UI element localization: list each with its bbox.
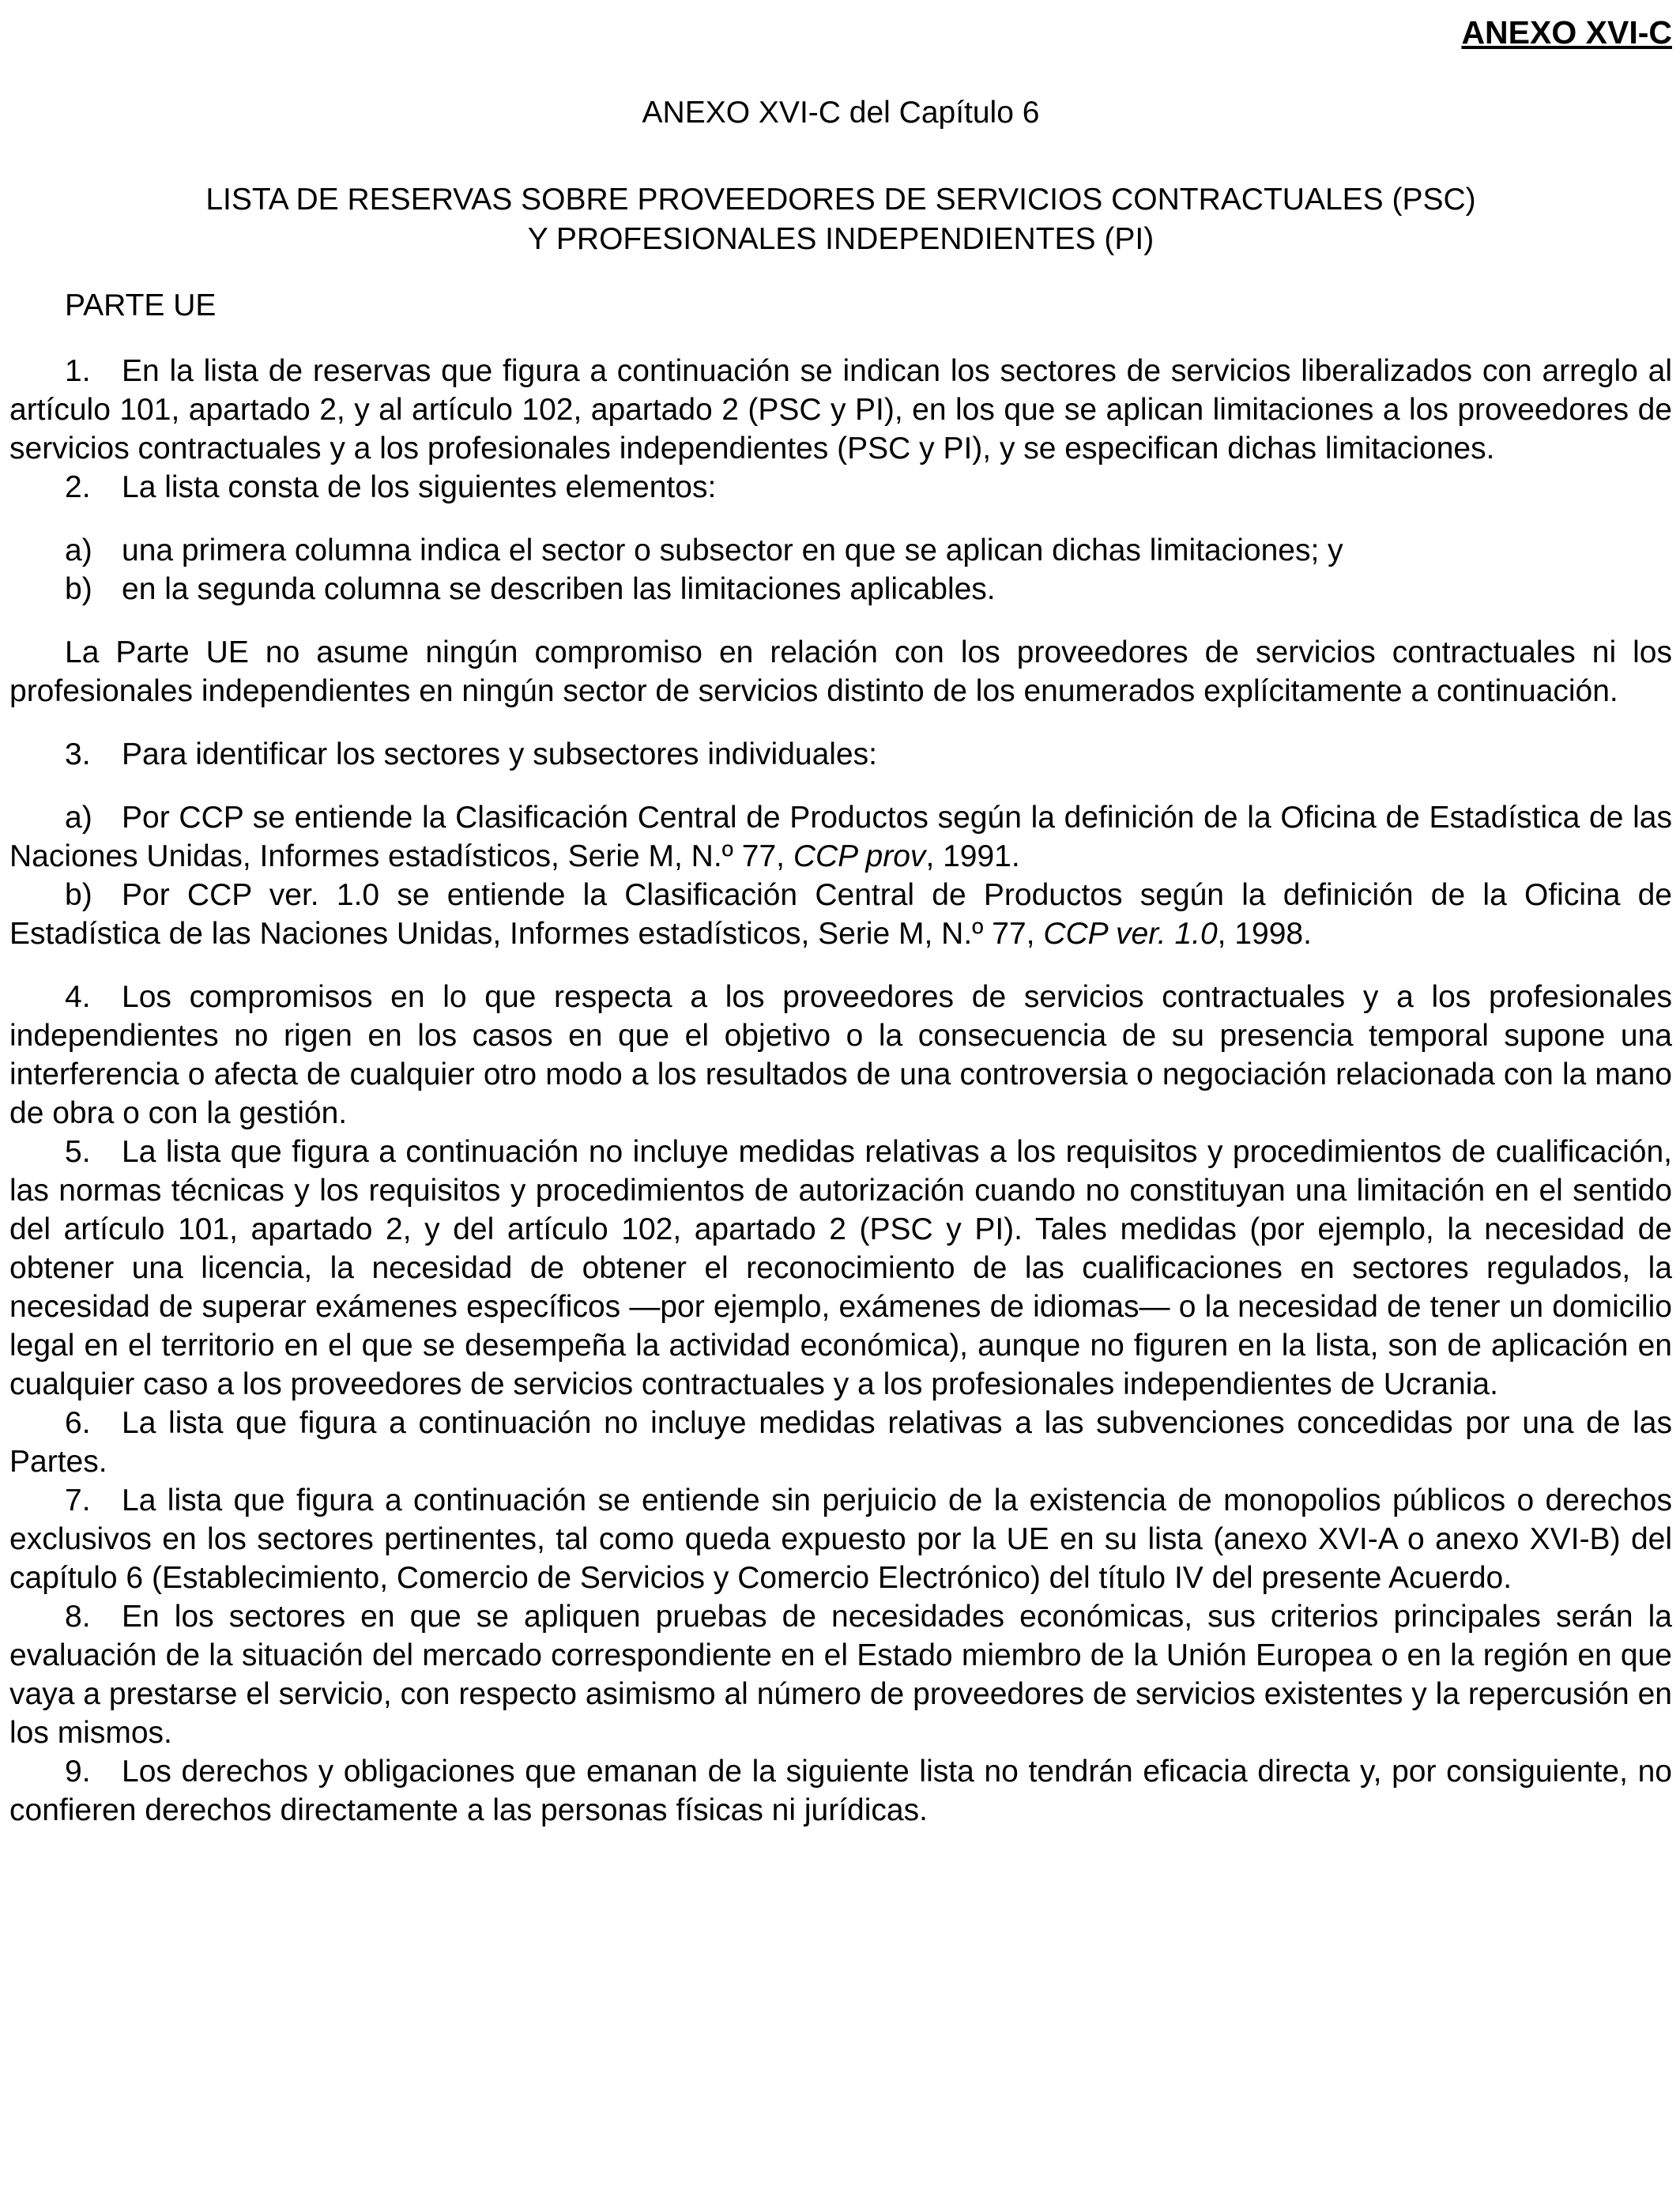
paragraph-text: En la lista de reservas que figura a continuación se indican los sectores de servicios liberalizados con arreglo al artículo 101, apartado 2, y al artículo 102, apartado 2 (PSC y PI), en los que se aplican limitaciones a los proveedores de servicios contractuales y a los profesionales independientes (PSC y PI), y se especifican dichas limitaciones. xyxy=(9,354,1672,466)
paragraph-text: La lista que figura a continuación no incluye medidas relativas a las subvenciones concedidas por una de las Partes. xyxy=(9,1406,1672,1479)
paragraph-number: 7. xyxy=(65,1483,91,1517)
part-heading: PARTE UE xyxy=(65,288,217,322)
item-text-end: , 1998. xyxy=(1217,917,1312,951)
chapter-title: ANEXO XVI-C del Capítulo 6 xyxy=(642,96,1040,130)
paragraph-5 xyxy=(9,1133,1672,1404)
paragraph-number: 9. xyxy=(65,1755,91,1789)
paragraph-1 xyxy=(9,352,1672,468)
list-item-3a xyxy=(9,798,1672,876)
list-title-line1: LISTA DE RESERVAS SOBRE PROVEEDORES DE SERVICIOS CONTRACTUALES (PSC) xyxy=(205,183,1476,217)
item-text: Por CCP ver. 1.0 se entiende la Clasificación Central de Productos según la definición de la Oficina de Estadística de las Naciones Unidas, Informes estadísticos, Serie M, N.º 77, xyxy=(9,878,1672,951)
paragraph-number: 6. xyxy=(65,1406,91,1440)
list-item-2a xyxy=(9,531,1672,570)
list-title-line2: Y PROFESIONALES INDEPENDIENTES (PI) xyxy=(527,222,1155,256)
paragraph-number: 8. xyxy=(65,1600,91,1634)
paragraph-text: Los compromisos en lo que respecta a los proveedores de servicios contractuales y a los profesionales independientes no rigen en los casos en que el objetivo o la consecuencia de su presencia temporal supone una interferencia o afecta de cualquier otro modo a los resultados de una controversia o negociación relacionada con la mano de obra o con la gestión. xyxy=(9,980,1672,1130)
paragraph-text: La lista que figura a continuación no incluye medidas relativas a los requisitos y procedimientos de cualificación, las normas técnicas y los requisitos y procedimientos de autorización cuando no constituyan una limitación en el sentido del artículo 101, apartado 2, y del artículo 102, apartado 2 (PSC y PI). Tales medidas (por ejemplo, la necesidad de obtener una licencia, la necesidad de obtener el reconocimiento de las cualificaciones en sectores regulados, la necesidad de superar exámenes específicos —por ejemplo, exámenes de idiomas— o la necesidad de tener un domicilio legal en el territorio en el que se desempeña la actividad económica), aunque no figuren en la lista, son de aplicación en cualquier caso a los proveedores de servicios contractuales y a los profesionales independientes de Ucrania. xyxy=(9,1135,1672,1401)
list-item-2b xyxy=(9,570,1672,609)
paragraph-7 xyxy=(9,1481,1672,1597)
paragraph-text: La lista consta de los siguientes elementos: xyxy=(122,470,717,504)
paragraph-text: En los sectores en que se apliquen pruebas de necesidades económicas, sus criterios principales serán la evaluación de la situación del mercado correspondiente en el Estado miembro de la Unión Europea o en la región en que vaya a prestarse el servicio, con respecto asimismo al número de proveedores de servicios existentes y la repercusión en los mismos. xyxy=(9,1600,1672,1750)
paragraph-8 xyxy=(9,1597,1672,1752)
annex-tag: ANEXO XVI-C xyxy=(1461,14,1672,51)
paragraph-4 xyxy=(9,978,1672,1133)
paragraph-number: 2. xyxy=(65,470,91,504)
paragraph-2-note: La Parte UE no asume ningún compromiso en relación con los proveedores de servicios contractuales ni los profesionales independientes en ningún sector de servicios distinto de los enumerados explícitamente a continuación. xyxy=(9,635,1672,708)
paragraph-text: Para identificar los sectores y subsectores individuales: xyxy=(122,737,877,771)
paragraph-6 xyxy=(9,1404,1672,1481)
paragraph-number: 5. xyxy=(65,1135,91,1169)
paragraph-number: 4. xyxy=(65,980,91,1014)
paragraph-text: La lista que figura a continuación se entiende sin perjuicio de la existencia de monopolios públicos o derechos exclusivos en los sectores pertinentes, tal como queda expuesto por la UE en su lista (anexo XVI-A o anexo XVI-B) del capítulo 6 (Establecimiento, Comercio de Servicios y Comercio Electrónico) del título IV del presente Acuerdo. xyxy=(9,1483,1672,1595)
document-body xyxy=(9,352,1672,1830)
item-italic-ref: CCP ver. 1.0 xyxy=(1043,917,1218,951)
item-text-end: , 1991. xyxy=(925,839,1020,873)
item-italic-ref: CCP prov xyxy=(793,839,926,873)
paragraph-number: 1. xyxy=(65,354,91,388)
item-text: en la segunda columna se describen las limitaciones aplicables. xyxy=(122,572,996,606)
paragraph-9 xyxy=(9,1752,1672,1830)
item-text: una primera columna indica el sector o subsector en que se aplican dichas limitaciones; y xyxy=(122,533,1343,567)
item-letter: b) xyxy=(65,878,92,912)
paragraph-2 xyxy=(9,468,1672,507)
item-letter: a) xyxy=(65,801,92,835)
paragraph-text: Los derechos y obligaciones que emanan de la siguiente lista no tendrán eficacia directa y, por consiguiente, no confieren derechos directamente a las personas físicas ni jurídicas. xyxy=(9,1755,1672,1827)
paragraph-3 xyxy=(9,735,1672,774)
item-letter: a) xyxy=(65,533,92,567)
item-text: Por CCP se entiende la Clasificación Central de Productos según la definición de la Oficina de Estadística de las Naciones Unidas, Informes estadísticos, Serie M, N.º 77, xyxy=(9,801,1672,873)
item-letter: b) xyxy=(65,572,92,606)
list-item-3b xyxy=(9,876,1672,953)
paragraph-number: 3. xyxy=(65,737,91,771)
